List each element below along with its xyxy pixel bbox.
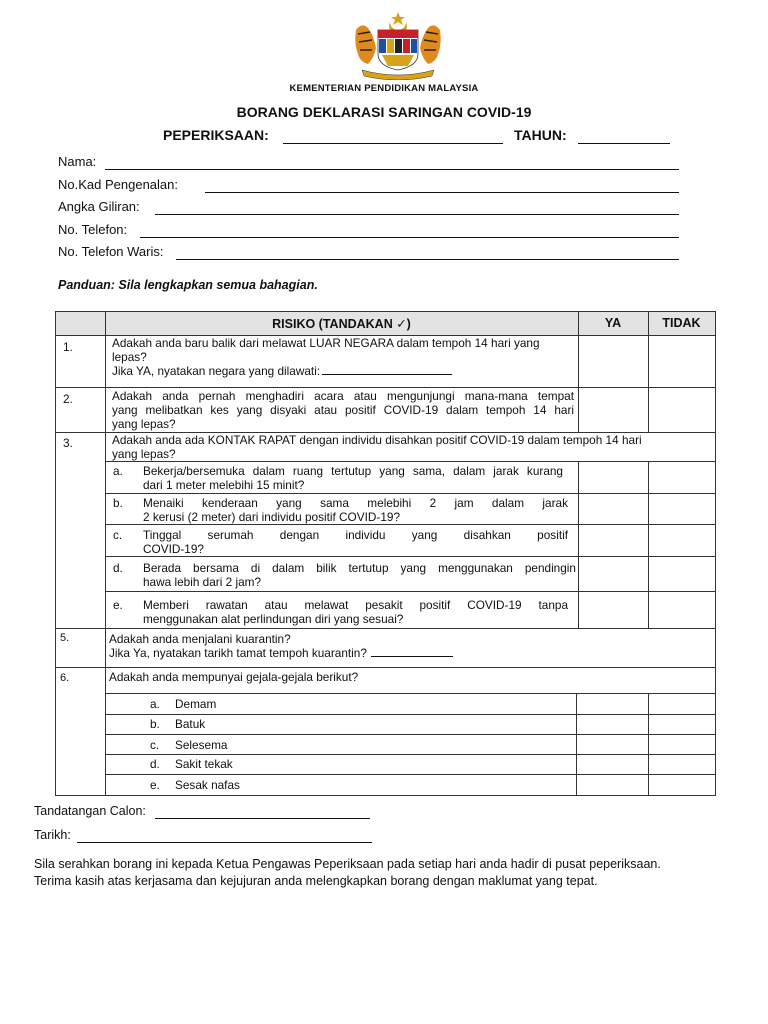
table-rule (105, 693, 716, 694)
q3d-text (143, 561, 576, 589)
exam-label: PEPERIKSAAN: (163, 127, 269, 143)
date-label: Tarikh: (34, 828, 71, 842)
q3-line: Adakah anda ada KONTAK RAPAT dengan individu disahkan positif COVID-19 dalam tempoh 14 hari (112, 433, 642, 447)
ministry-name: KEMENTERIAN PENDIDIKAN MALAYSIA (289, 83, 479, 94)
q1-line: Jika YA, nyatakan negara yang dilawati: (112, 364, 574, 378)
year-input-line[interactable] (578, 143, 670, 144)
q6-text: Adakah anda mempunyai gejala-gejala berikut? (109, 670, 359, 684)
q3-number: 3. (63, 436, 73, 450)
phone-input-line[interactable] (140, 237, 679, 238)
table-rule (55, 311, 56, 796)
q6c-text: Selesema (175, 738, 228, 752)
q6b-letter: b. (150, 717, 160, 731)
table-rule (105, 311, 106, 796)
q6a-text: Demam (175, 697, 217, 711)
table-rule (105, 591, 716, 592)
table-rule (576, 693, 577, 796)
q6d-letter: d. (150, 757, 160, 771)
index-label: Angka Giliran: (58, 199, 140, 214)
table-rule (715, 311, 716, 796)
table-rule (105, 774, 716, 775)
index-input-line[interactable] (155, 214, 679, 215)
q6a-letter: a. (150, 697, 160, 711)
table-rule (55, 628, 716, 629)
q3a-letter: a. (113, 464, 123, 478)
q3a-line: dari 1 meter melebihi 15 minit? (143, 478, 305, 492)
exam-input-line[interactable] (283, 143, 503, 144)
q3d-line: Berada bersama di dalam bilik tertutup yang menggunakan pendingin (143, 561, 576, 575)
q6d-text: Sakit tekak (175, 757, 233, 771)
q5-number: 5. (60, 632, 70, 644)
col-yes-header: YA (604, 316, 622, 330)
table-rule (648, 461, 649, 629)
q3c-line: COVID-19? (143, 542, 204, 556)
q3b-text (143, 496, 568, 524)
table-rule (105, 754, 716, 755)
q2-number: 2. (63, 392, 73, 406)
guardian-phone-input-line[interactable] (176, 259, 679, 260)
q3a-text (143, 464, 563, 492)
q3c-letter: c. (113, 528, 123, 542)
q1-number: 1. (63, 340, 73, 354)
q6c-letter: c. (150, 738, 160, 752)
q3c-text (143, 528, 568, 556)
q3b-line: 2 kerusi (2 meter) dari individu positif COVID-19? (143, 510, 401, 524)
coat-of-arms-emblem (348, 10, 448, 80)
q1-line: Adakah anda baru balik dari melawat LUAR NEGARA dalam tempoh 14 hari yang (112, 336, 540, 350)
q3b-line: Menaiki kenderaan yang sama melebihi 2 jam dalam jarak (143, 496, 568, 510)
table-rule (578, 461, 579, 629)
table-rule (55, 311, 716, 312)
col-no-header: TIDAK (662, 316, 701, 330)
table-rule (105, 493, 716, 494)
date-input-line[interactable] (77, 842, 372, 843)
q2-line: yang melibatkan kes yang disyaki atau positif COVID-19 dalam tempoh 14 hari (112, 403, 574, 417)
q6e-text: Sesak nafas (175, 778, 240, 792)
ic-input-line[interactable] (205, 192, 679, 193)
table-rule (105, 524, 716, 525)
q6-number: 6. (60, 672, 70, 684)
footer-thanks: Terima kasih atas kerjasama dan kejujuran anda melengkapkan borang dengan maklumat yang tepat. (34, 874, 598, 888)
q3a-line: Bekerja/bersemuka dalam ruang tertutup yang sama, dalam jarak kurang (143, 464, 563, 478)
ic-label: No.Kad Pengenalan: (58, 177, 178, 192)
q5-line: Adakah anda menjalani kuarantin? (109, 632, 291, 646)
table-rule (105, 734, 716, 735)
name-input-line[interactable] (105, 169, 679, 170)
table-rule (648, 693, 649, 796)
q3d-letter: d. (113, 561, 123, 575)
table-rule (105, 556, 716, 557)
guide-text: Panduan: Sila lengkapkan semua bahagian. (58, 278, 318, 292)
q2-text (112, 389, 574, 431)
q3b-letter: b. (113, 496, 123, 510)
q3e-line: Memberi rawatan atau melawat pesakit positif COVID-19 tanpa (143, 598, 568, 612)
table-rule (105, 714, 716, 715)
form-title: BORANG DEKLARASI SARINGAN COVID-19 (236, 104, 532, 120)
q3c-line: Tinggal serumah dengan individu yang disahkan positif (143, 528, 568, 542)
table-rule (55, 795, 716, 796)
signature-input-line[interactable] (155, 818, 370, 819)
q5-line: Jika Ya, nyatakan tarikh tamat tempoh kuarantin? (109, 646, 571, 660)
table-rule (55, 667, 716, 668)
q3-text (112, 433, 712, 461)
q1-text (112, 336, 574, 378)
q6b-text: Batuk (175, 717, 206, 731)
q2-line: Adakah anda pernah menghadiri acara atau mengunjungi mana-mana tempat (112, 389, 574, 403)
year-label: TAHUN: (514, 127, 567, 143)
q5-text (109, 632, 571, 660)
table-rule (105, 461, 716, 462)
q3e-text (143, 598, 568, 626)
phone-label: No. Telefon: (58, 222, 128, 237)
col-risk-header: RISIKO (TANDAKAN ✓) (272, 317, 411, 331)
signature-label: Tandatangan Calon: (34, 804, 146, 818)
q3e-letter: e. (113, 598, 123, 612)
guardian-phone-label: No. Telefon Waris: (58, 244, 164, 259)
q3-line: yang lepas? (112, 447, 176, 461)
q3e-line: menggunakan alat perlindungan diri yang sesuai? (143, 612, 404, 626)
q1-line: lepas? (112, 350, 147, 364)
table-rule (55, 387, 716, 388)
q2-line: yang lepas? (112, 417, 176, 431)
footer-instruction: Sila serahkan borang ini kepada Ketua Pengawas Peperiksaan pada setiap hari anda hadir di pusat peperiksaan. (34, 857, 661, 871)
q3d-line: hawa lebih dari 2 jam? (143, 575, 262, 589)
q6e-letter: e. (150, 778, 160, 792)
name-label: Nama: (58, 154, 97, 169)
